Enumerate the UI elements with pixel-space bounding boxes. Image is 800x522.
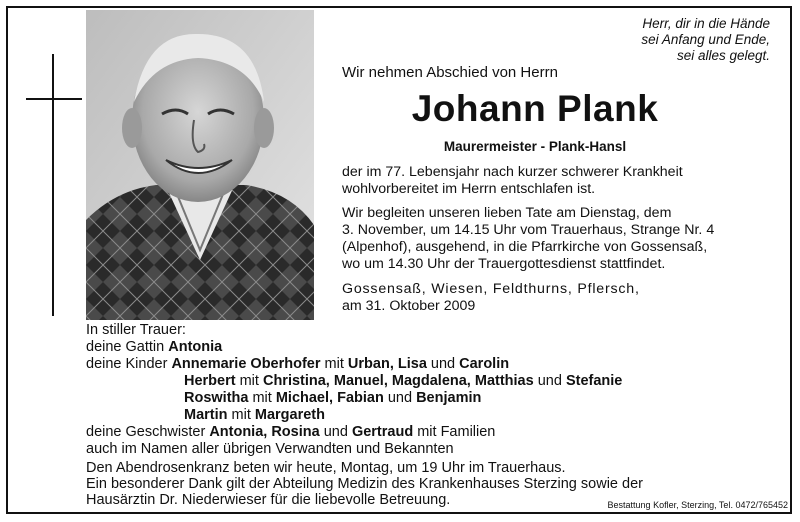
child-family: Margareth [254,407,325,423]
spouse-prefix: deine Gattin [86,339,169,355]
thanks-note: Ein besonderer Dank gilt der Abteilung Medizin des Krankenhauses Sterzing sowie der [86,476,643,492]
child-family-last: Stefanie [565,373,623,389]
deceased-name: Johann Plank [411,88,659,129]
text-line: am 31. Oktober 2009 [342,298,476,314]
quote-line: Herr, dir in die Hände [642,16,770,31]
deceased-subtitle: Maurermeister - Plank-Hansl [443,139,627,154]
connector: und [426,356,460,372]
child-name: Martin [184,407,228,423]
child-family-last: Carolin [459,356,510,372]
text-line: Gossensaß, Wiesen, Feldthurns, Pflersch, [342,281,640,297]
intro-text: Wir nehmen Abschied von Herrn [342,64,558,81]
connector: und [533,373,566,389]
siblings-suffix: mit Familien [413,424,496,440]
children-prefix: deine Kinder [86,356,172,372]
child-family: Michael, Fabian [275,390,384,406]
connector: mit [235,373,263,389]
child-line [86,356,622,373]
others-line: auch im Namen aller übrigen Verwandten und Bekannten [86,441,454,457]
connector: mit [248,390,276,406]
child-family: Christina, Manuel, Magdalena, Matthias [262,373,534,389]
text-line: Wir begleiten unseren lieben Tate am Dienstag, dem [342,205,672,221]
text-line: (Alpenhof), ausgehend, in die Pfarrkirche von Gossensaß, [342,239,708,255]
quote-line: sei Anfang und Ende, [641,32,770,47]
child-name: Annemarie Oberhofer [171,356,321,372]
thanks-note-cont: Hausärztin Dr. Niederwieser für die liebevolle Betreuung. [86,492,451,508]
sibling-last: Gertraud [351,424,414,440]
siblings-line [86,424,622,441]
text-line: 3. November, um 14.15 Uhr vom Trauerhaus, Strange Nr. 4 [342,222,715,238]
sibling-names: Antonia, Rosina [209,424,320,440]
siblings-prefix: deine Geschwister [86,424,210,440]
text-line: wohlvorbereitet im Herrn entschlafen ist. [342,181,596,197]
undertaker-credit: Bestattung Kofler, Sterzing, Tel. 0472/765452 [607,500,788,510]
child-line [86,373,622,390]
connector: mit [227,407,255,423]
closing-notes [86,460,643,508]
connector: mit [320,356,348,372]
mourners-heading: In stiller Trauer: [86,322,186,338]
funeral-details [342,205,782,273]
quote-line: sei alles gelegt. [676,48,770,63]
spouse-line [86,339,622,356]
child-family-last: Benjamin [416,390,482,406]
child-name: Herbert [184,373,236,389]
child-family: Urban, Lisa [347,356,427,372]
rosary-note: Den Abendrosenkranz beten wir heute, Montag, um 19 Uhr im Trauerhaus. [86,460,566,476]
place-and-date [342,281,782,315]
connector: und [319,424,352,440]
death-notice [342,164,782,198]
child-line [86,407,622,424]
connector: und [383,390,417,406]
child-name: Roswitha [184,390,249,406]
portrait-photo [86,10,314,320]
child-line [86,390,622,407]
mourners-list [86,322,622,458]
text-line: der im 77. Lebensjahr nach kurzer schwerer Krankheit [342,164,683,180]
text-line: wo um 14.30 Uhr der Trauergottesdienst stattfindet. [342,256,666,272]
bible-quote [641,16,770,64]
spouse-name: Antonia [168,339,223,355]
